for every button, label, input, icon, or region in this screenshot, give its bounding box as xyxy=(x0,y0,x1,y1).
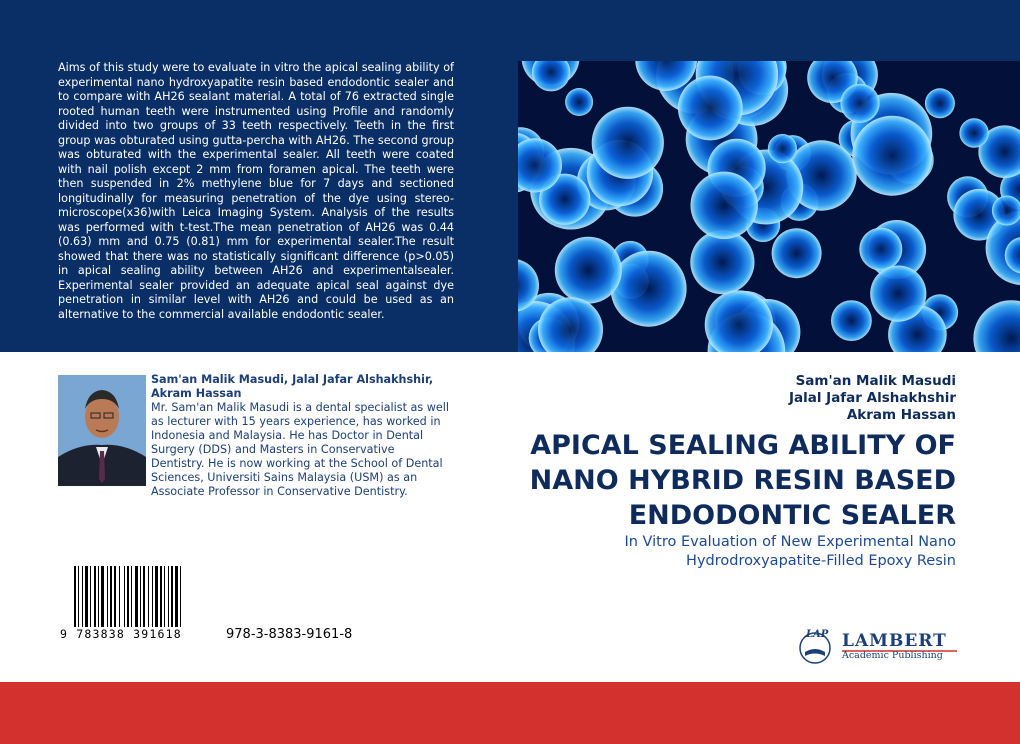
barcode-bar xyxy=(143,566,145,636)
author-name: Jalal Jafar Alshakhshir xyxy=(788,390,956,406)
cells-image xyxy=(518,61,1020,352)
barcode-bar xyxy=(78,566,79,636)
book-subtitle xyxy=(516,533,956,571)
barcode-bar xyxy=(127,566,129,636)
book-title xyxy=(516,428,956,533)
cell-shape xyxy=(840,84,879,123)
author-name: Sam'an Malik Masudi xyxy=(795,373,956,389)
cell-shape xyxy=(925,88,955,118)
author-name: Akram Hassan xyxy=(846,407,956,423)
barcode-bar xyxy=(152,566,153,636)
author-bio xyxy=(151,373,451,499)
barcode-bar xyxy=(135,566,138,636)
bio-description: Mr. Sam'an Malik Masudi is a dental specialist as well as lecturer with 15 years experience, has worked in Indonesia and Malaysia. He has Doctor in Dental Surgery (DDS) and Masters in Conservative Dentistry. He is now working at the School of Dental Sciences, Universiti Sains Malaysia (USM) as an Associate Professor in Conservative Dentistry. xyxy=(151,401,450,498)
abstract-text: Aims of this study were to evaluate in vitro the apical sealing ability of experimental nano hydroxyapatite resin based endodontic sealer and to compare with AH26 sealant material. A total of 76 extracted single rooted human teeth were instrumented using Profile and randomly divided into two groups of 33 teeth respectively. Teeth in the first group was obturated using gutta-percha with AH26. The second group was obturated with the experimental sealer. All teeth were coated with nail polish except 2 mm from foramen apical. The teeth were then suspended in 2% methylene blue for 7 days and sectioned longitudinally for measuring penetration of the dye using stereo-microscope(x36)with Leica Imaging System. Analysis of the results was performed with t-test.The mean penetration of AH26 was 0.44 (0.63) mm and 0.75 (0.81) mm for experimental sealer.The result showed that there was no statistically significant difference (p>0.05) in apical sealing ability between AH26 and experimentalsealer. Experimental sealer provided an adequate apical seal against dye penetration in similar level with AH26 and could be used as an alternative to the commercial available endodontic sealer. xyxy=(58,61,454,321)
barcode-bar xyxy=(140,566,141,636)
publisher-name: LAMBERT xyxy=(842,631,947,651)
barcode-bar xyxy=(110,566,112,636)
cell-shape xyxy=(768,134,797,163)
cell-shape xyxy=(852,116,932,196)
barcode-bar xyxy=(101,566,104,636)
cell-shape xyxy=(831,300,872,341)
barcode-bar xyxy=(180,566,181,636)
subtitle-line: Hydrodroxyapatite-Filled Epoxy Resin xyxy=(686,553,956,569)
barcode-bar xyxy=(148,566,149,636)
cell-shape xyxy=(691,172,758,239)
bio-author-names: Sam'an Malik Masudi, Jalal Jafar Alshakhshir, Akram Hassan xyxy=(151,373,434,400)
barcode-bar xyxy=(175,566,178,636)
barcode-bar xyxy=(107,566,108,636)
barcode-bar xyxy=(155,566,158,636)
cell-shape xyxy=(611,251,687,327)
cell-shape xyxy=(678,76,743,141)
cell-shape xyxy=(959,118,988,147)
barcode-bar xyxy=(124,566,125,636)
barcode-bar xyxy=(74,566,76,636)
barcode-bar xyxy=(160,566,162,636)
title-line: NANO HYBRID RESIN BASED xyxy=(529,465,956,496)
title-line: ENDODONTIC SEALER xyxy=(628,500,956,531)
barcode-bar xyxy=(85,566,88,636)
author-photo xyxy=(58,375,146,486)
subtitle-line: In Vitro Evaluation of New Experimental Nano xyxy=(624,534,956,550)
barcode-bar xyxy=(168,566,169,636)
cell-shape xyxy=(870,266,926,322)
title-line: APICAL SEALING ABILITY OF xyxy=(530,430,956,461)
front-authors xyxy=(789,373,956,424)
cell-shape xyxy=(859,228,902,271)
barcode-digits: 9 783838 391618 xyxy=(60,627,212,641)
barcode-bar xyxy=(114,566,116,636)
publisher-subname: Academic Publishing xyxy=(842,650,943,661)
barcode-bar xyxy=(119,566,120,636)
barcode-bar xyxy=(98,566,99,636)
barcode-bar xyxy=(90,566,91,636)
cell-shape xyxy=(592,107,664,179)
cell-shape xyxy=(690,230,754,294)
bottom-red-band xyxy=(0,682,1020,744)
publisher-logo-mark: LAP xyxy=(806,629,829,640)
barcode-bar xyxy=(94,566,96,636)
barcode-bar xyxy=(82,566,83,636)
barcode-bar xyxy=(131,566,132,636)
cell-shape xyxy=(555,237,622,304)
cell-shape xyxy=(772,228,822,278)
isbn-number: 978-3-8383-9161-8 xyxy=(226,627,353,642)
cell-shape xyxy=(565,88,593,116)
barcode-bar xyxy=(164,566,165,636)
barcode-bar xyxy=(171,566,173,636)
